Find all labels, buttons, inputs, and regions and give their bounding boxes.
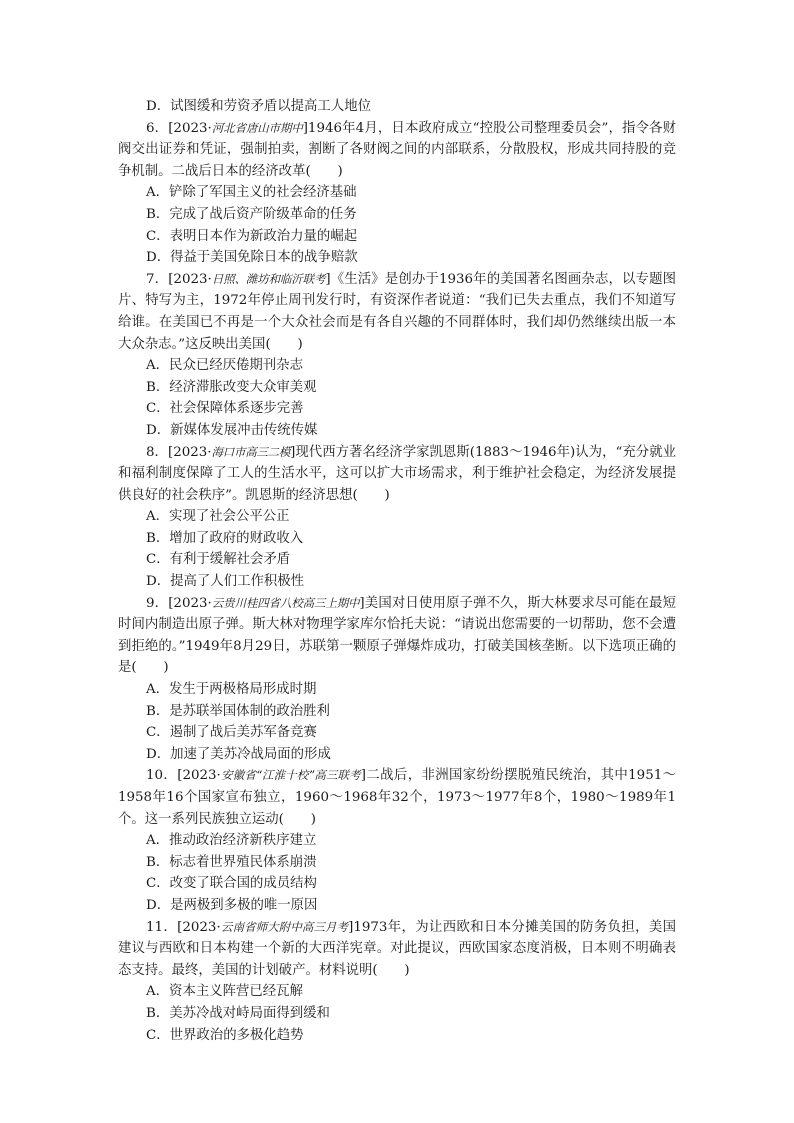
answer-option: D．提高了人们工作积极性 <box>146 574 305 590</box>
question-source: 安徽省“江淮十校”高三联考 <box>220 768 361 783</box>
question-block <box>118 118 676 269</box>
source-bracket-close: ] <box>290 444 296 460</box>
question-block <box>118 269 676 442</box>
answer-option: A．实现了社会公平公正 <box>146 509 290 525</box>
question-number: 11． <box>146 919 178 935</box>
answer-option: B．增加了政府的财政收入 <box>146 530 304 546</box>
answer-option: D．得益于美国免除日本的战争赔款 <box>146 250 358 266</box>
question-number: 6． <box>146 120 169 136</box>
source-bracket-close: ] <box>325 271 331 287</box>
source-bracket-open: [2023· <box>168 120 212 136</box>
answer-option: A．发生于两极格局形成时期 <box>146 682 317 698</box>
answer-option: C．世界政治的多极化趋势 <box>146 1027 304 1043</box>
answer-option: D．新媒体发展冲击传统传媒 <box>146 422 318 438</box>
answer-option: D．是两极到多极的唯一原因 <box>146 897 318 913</box>
answer-option: B．是苏联举国体制的政治胜利 <box>146 703 330 719</box>
question-stem <box>118 917 676 982</box>
answer-option: C．改变了联合国的成员结构 <box>146 876 317 892</box>
answer-option: C．遏制了战后美苏军备竞赛 <box>146 725 317 741</box>
source-bracket-open: [2023· <box>177 768 221 784</box>
answer-option: A．铲除了军国主义的社会经济基础 <box>146 185 357 201</box>
question-block <box>118 442 676 593</box>
question-text: 《生活》是创办于1936年的美国著名图画杂志，以专题图片、特写为主，1972年停止周刊发行时，有资深作者说道：“我们已失去重点，我们不知道写给谁。在美国已不再是一个大众社会而是有各自兴趣的不同群体时，我们却仍然继续出版一本大众杂志。”这反映出美国( ) <box>118 271 677 352</box>
option-d-previous: D．试图缓和劳资矛盾以提高工人地位 <box>146 99 371 114</box>
exam-page <box>118 96 676 1046</box>
question-number: 7． <box>146 271 169 287</box>
question-number: 8． <box>146 444 168 460</box>
question-text: 1973年，为让西欧和日本分摊美国的防务负担，美国建议与西欧和日本构建一个新的大西洋宪章。对此提议，西欧国家态度消极，日本则不明确表态支持。最终，美国的计划破产。材料说明( ) <box>118 919 677 978</box>
question-source: 云贵川桂四省八校高三上期中 <box>211 595 360 610</box>
source-bracket-open: [2023· <box>167 444 212 460</box>
question-stem <box>118 442 676 507</box>
source-bracket-close: ] <box>359 595 365 611</box>
question-stem <box>118 765 676 830</box>
source-bracket-close: ] <box>302 120 308 136</box>
source-bracket-close: ] <box>360 768 366 784</box>
answer-option: B．标志着世界殖民体系崩溃 <box>146 854 317 870</box>
question-text: 现代西方著名经济学家凯恩斯(1883～1946年)认为，“充分就业和福利制度保障了工人的生活水平，这可以扩大市场需求，利于维护社会稳定，为经济发展提供良好的社会秩序”。凯恩斯的经济思想( ) <box>118 444 676 503</box>
question-text: 1946年4月，日本政府成立“控股公司整理委员会”，指令各财阀交出证券和凭证，强制拍卖，割断了各财阀之间的内部联系，分散股权，形成共同持股的竞争机制。二战后日本的经济改革( ) <box>118 120 676 179</box>
question-source: 日照、潍坊和临沂联考 <box>211 271 326 286</box>
question-stem <box>118 269 676 355</box>
answer-option: A．资本主义阵营已经瓦解 <box>146 984 303 1000</box>
question-block <box>118 917 676 1047</box>
source-bracket-open: [2023· <box>168 271 212 287</box>
answer-option: C．有利于缓解社会矛盾 <box>146 552 291 568</box>
question-source: 海口市高三二模 <box>211 444 291 459</box>
answer-option: B．美苏冷战对峙局面得到缓和 <box>146 1005 330 1021</box>
answer-option: B．完成了战后资产阶级革命的任务 <box>146 206 357 222</box>
answer-option: D．加速了美苏冷战局面的形成 <box>146 746 331 762</box>
question-stem <box>118 593 676 679</box>
question-list <box>118 118 676 1047</box>
question-number: 10． <box>146 768 178 784</box>
question-source: 河北省唐山市期中 <box>211 120 303 135</box>
question-block <box>118 765 676 916</box>
answer-option: C．表明日本作为新政治力量的崛起 <box>146 228 358 244</box>
question-text: 美国对日使用原子弹不久，斯大林要求尽可能在最短时间内制造出原子弹。斯大林对物理学家库尔恰托夫说：“请说出您需要的一切帮助，您不会遭到拒绝的。”1949年8月29日，苏联第一颗原子弹爆炸成功，打破美国核垄断。以下选项正确的是( ) <box>118 595 676 676</box>
answer-option: A．推动政治经济新秩序建立 <box>146 833 317 849</box>
question-source: 云南省师大附中高三月考 <box>220 919 349 934</box>
question-text: 二战后，非洲国家纷纷摆脱殖民统治，其中1951～1958年16个国家宣布独立，1960～1968年32个，1973～1977年8个，1980～1989年1个。这一系列民族独立运动( ) <box>118 768 677 827</box>
answer-option: A．民众已经厌倦期刊杂志 <box>146 358 303 374</box>
source-bracket-open: [2023· <box>177 919 221 935</box>
source-bracket-close: ] <box>348 919 354 935</box>
answer-option: B．经济滞胀改变大众审美观 <box>146 379 317 395</box>
source-bracket-open: [2023· <box>168 595 212 611</box>
question-number: 9． <box>146 595 169 611</box>
question-block <box>118 593 676 766</box>
question-stem <box>118 118 676 183</box>
answer-option: C．社会保障体系逐步完善 <box>146 401 304 417</box>
